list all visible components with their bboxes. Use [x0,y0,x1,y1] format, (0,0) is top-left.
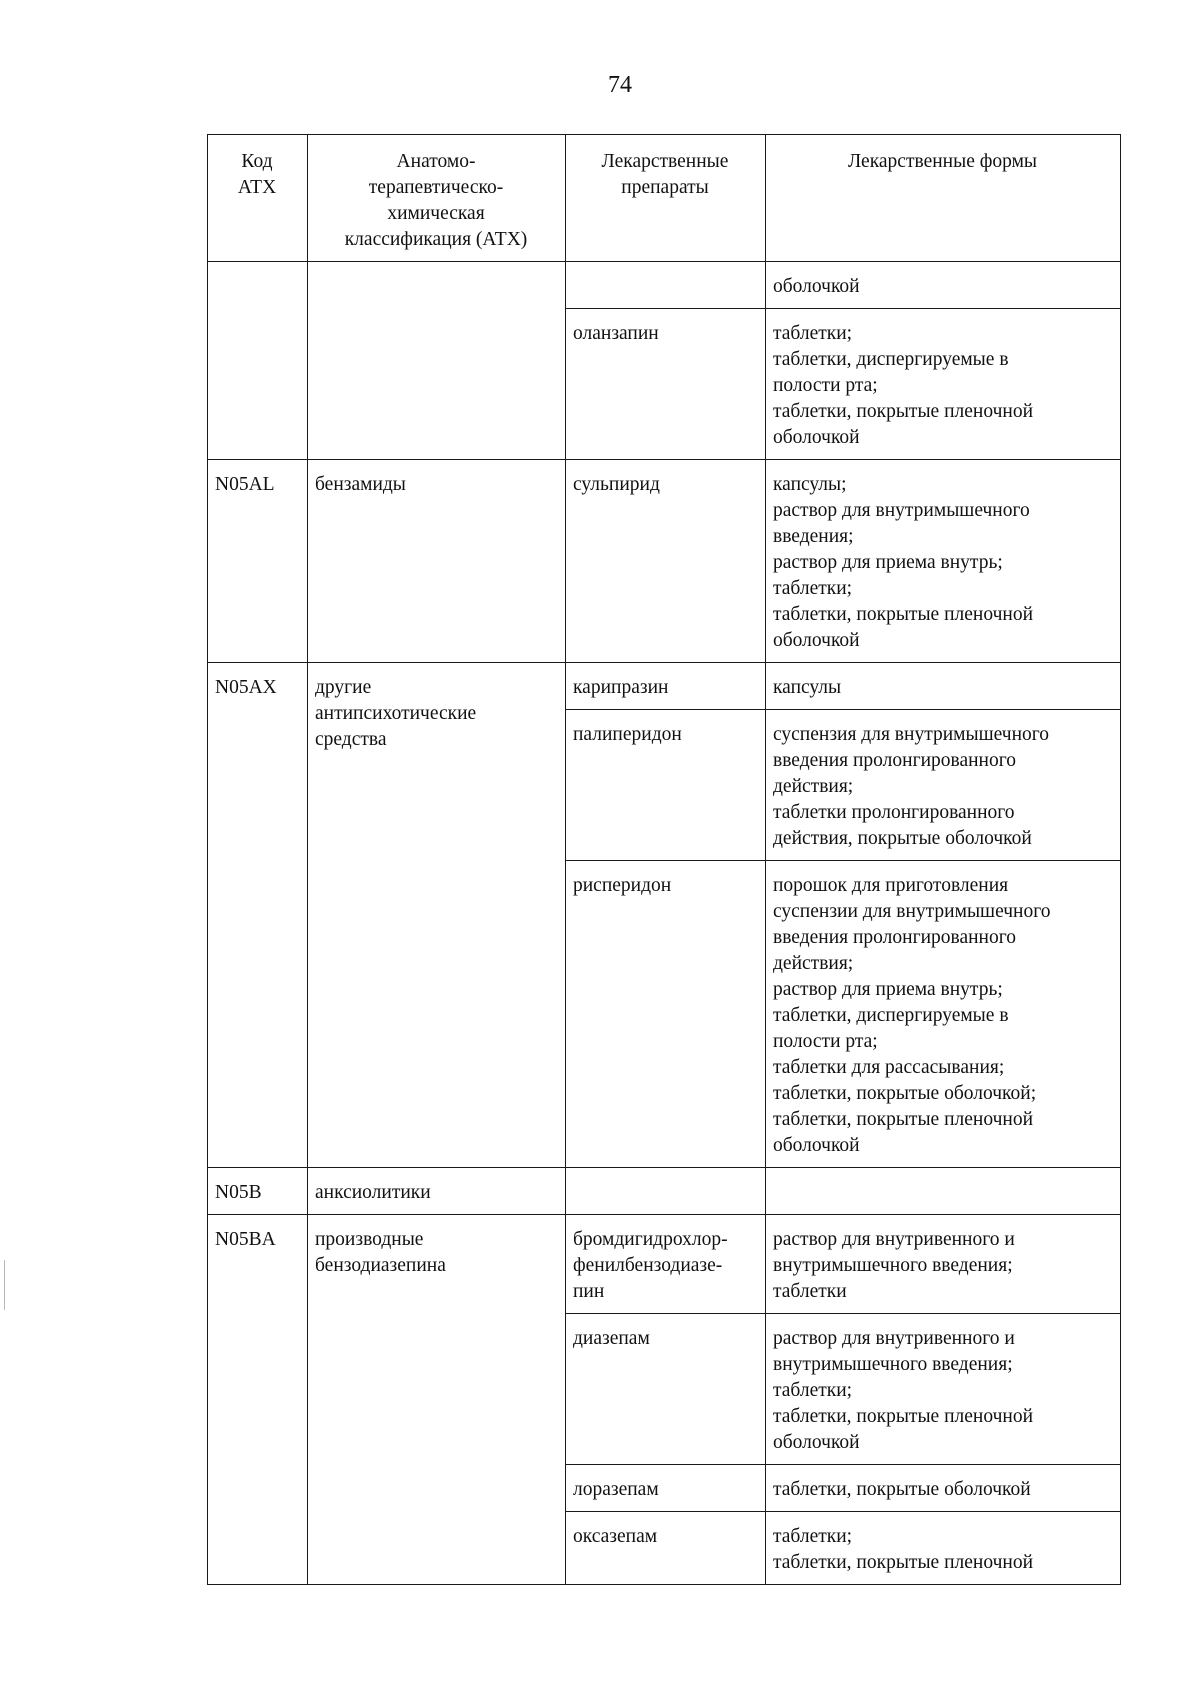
atx-classification-cell: производные бензодиазепина [308,1215,566,1585]
drug-name-cell: сульпирид [566,460,766,663]
dosage-forms-cell: раствор для внутривенного и внутримышечного введения; таблетки; таблетки, покрытые пленочной оболочкой [766,1314,1121,1465]
header-drugs: Лекарственные препараты [566,135,766,262]
drug-name-cell: палиперидон [566,710,766,861]
drug-name-cell: карипразин [566,663,766,710]
header-code: Код АТХ [208,135,308,262]
table-row [208,262,1121,309]
dosage-forms-cell: таблетки; таблетки, диспергируемые в полости рта; таблетки, покрытые пленочной оболочкой [766,309,1121,460]
atx-code-cell [208,262,308,460]
page-number: 74 [608,72,632,98]
atx-classification-cell: другие антипсихотические средства [308,663,566,1168]
atx-table [207,134,1121,1585]
table-header [208,135,1121,262]
table-row [208,1168,1121,1215]
table-row [208,460,1121,663]
table-row [208,1215,1121,1314]
dosage-forms-cell: капсулы; раствор для внутримышечного введения; раствор для приема внутрь; таблетки; таблетки, покрытые пленочной оболочкой [766,460,1121,663]
drug-name-cell: оланзапин [566,309,766,460]
drug-name-cell [566,262,766,309]
dosage-forms-cell: раствор для внутривенного и внутримышечного введения; таблетки [766,1215,1121,1314]
table-row [208,663,1121,710]
drug-name-cell: лоразепам [566,1465,766,1512]
atx-code-cell: N05B [208,1168,308,1215]
dosage-forms-cell: суспензия для внутримышечного введения пролонгированного действия; таблетки пролонгированного действия, покрытые оболочкой [766,710,1121,861]
dosage-forms-cell: порошок для приготовления суспензии для внутримышечного введения пролонгированного действия; раствор для приема внутрь; таблетки, диспергируемые в полости рта; таблетки для рассасывания; таблетки, покрытые оболочкой; таблетки, покрытые пленочной оболочкой [766,861,1121,1168]
atx-code-cell: N05AX [208,663,308,1168]
drug-name-cell: бромдигидрохлор- фенилбензодиазе- пин [566,1215,766,1314]
header-row [208,135,1121,262]
dosage-forms-cell: оболочкой [766,262,1121,309]
drug-name-cell: оксазепам [566,1512,766,1585]
drug-name-cell: диазепам [566,1314,766,1465]
atx-classification-cell: анксиолитики [308,1168,566,1215]
dosage-forms-cell: таблетки, покрытые оболочкой [766,1465,1121,1512]
dosage-forms-cell: капсулы [766,663,1121,710]
drug-name-cell: рисперидон [566,861,766,1168]
atx-classification-cell: бензамиды [308,460,566,663]
atx-code-cell: N05BA [208,1215,308,1585]
header-classification: Анатомо- терапевтическо- химическая классификация (АТХ) [308,135,566,262]
atx-code-cell: N05AL [208,460,308,663]
table-body [208,262,1121,1585]
scan-artifact-line [4,1260,5,1310]
header-forms: Лекарственные формы [766,135,1121,262]
dosage-forms-cell [766,1168,1121,1215]
drug-name-cell [566,1168,766,1215]
atx-classification-cell [308,262,566,460]
dosage-forms-cell: таблетки; таблетки, покрытые пленочной [766,1512,1121,1585]
